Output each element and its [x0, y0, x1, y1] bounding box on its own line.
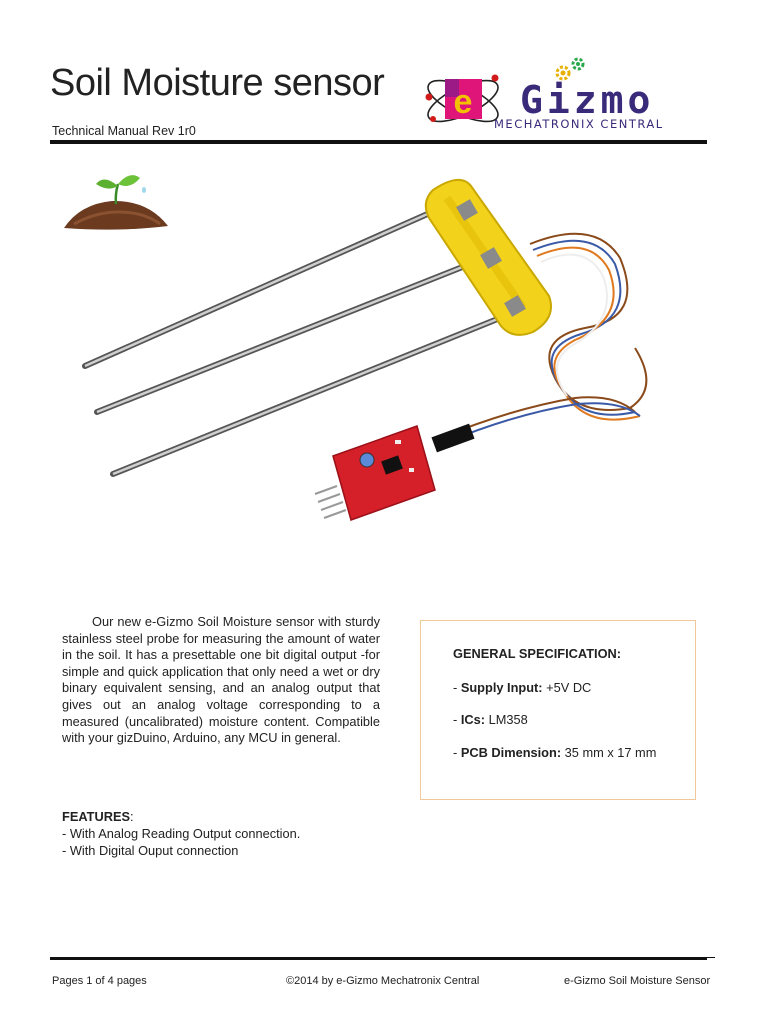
spec-pcb-dimension: - PCB Dimension: 35 mm x 17 mm [453, 745, 657, 760]
gear-icon [557, 59, 583, 79]
soil-moisture-probe-photo [75, 168, 665, 528]
stainless-probe-rods [85, 204, 500, 474]
logo-electron [430, 116, 436, 122]
copyright-notice: ©2014 by e-Gizmo Mechatronix Central [286, 975, 480, 987]
footer-divider-tick [707, 957, 715, 958]
header-divider [50, 140, 707, 144]
connector-housing [431, 424, 474, 453]
logo-electron [492, 75, 499, 82]
product-description [62, 614, 380, 747]
logo-tagline: MECHATRONIX CENTRAL [494, 117, 664, 131]
logo-badge-letter: e [453, 83, 473, 121]
spec-supply-input: - Supply Input: +5V DC [453, 680, 592, 695]
footer-product-name: e-Gizmo Soil Moisture Sensor [564, 975, 711, 987]
page-title: Soil Moisture sensor [50, 62, 385, 104]
features-heading: FEATURES: [62, 809, 134, 824]
footer-divider [50, 957, 707, 960]
probe-holder [426, 180, 551, 335]
spec-heading: GENERAL SPECIFICATION: [453, 646, 622, 661]
logo-wordmark: Gizmo [520, 78, 655, 122]
feature-item: - With Digital Ouput connection [62, 843, 239, 858]
feature-item: - With Analog Reading Output connection. [62, 826, 301, 841]
sensor-module-pcb [315, 426, 435, 520]
logo-electron [426, 94, 433, 101]
manual-revision: Technical Manual Rev 1r0 [52, 124, 196, 138]
spec-ics: - ICs: LM358 [453, 712, 528, 727]
intro-paragraph: Our new e-Gizmo Soil Moisture sensor with sturdy stainless steel probe for measuring the amount of water in the soil. It has a presettable one bit digital output -for simple and quick application that only need a wet or dry binary equivalent sensing, and an analog output that gives out an analog voltage corresponding to a measured (uncalibrated) moisture content. Compatible with your gizDuino, Arduino, any MCU in general. [62, 614, 380, 746]
page-count: Pages 1 of 4 pages [52, 975, 147, 987]
